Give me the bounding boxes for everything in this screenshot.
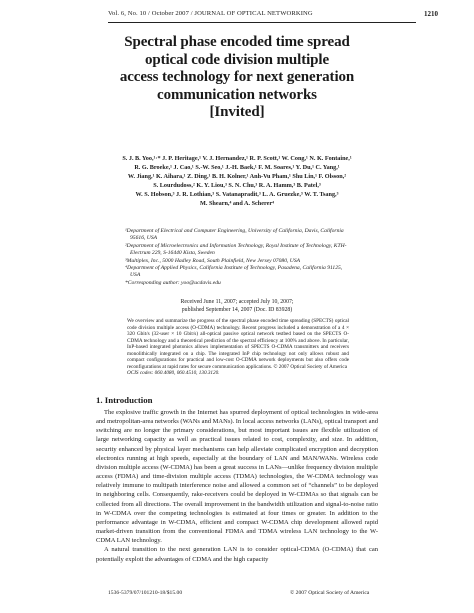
paragraph: The explosive traffic growth in the Internet has spurred deployment of optical technologies in wide-area and metropolitan-area networks (WANs and MANs). In local access networks (LANs), optical transport and switching are no longer the primary considerations, but most important issues are flexible utilization of large networking capacity as well as practical issues related to cost, complexity, and size. In addition, security enhanced by physical layer mechanisms can help alleviate complicated encryption and decryption electronics running at high speeds, especially at the boundary of LAN and MAN/WANs. Wireless code division multiple access (W-CDMA) has been a great success in LANs—unlike frequency division multiple access (FDMA) and time-division multiple access (TDMA) technologies, the W-CDMA technology was relatively immune to multipath interference noise and allowed a common set of “channels” to be deployed in neighboring cells. Consequently, rake-receivers could be deployed in W-CDMAs so that signals can be collected from all directions. The overall improvement in the bandwidth utilization and signal-to-noise ratio in W-CDMA over the competing technologies is estimated at four times or greater. In addition to the performance advantage in W-CDMA, efficient and compact W-CDMA chip development allowed rapid market-driven transition from the conventional FDMA and TDMA wireless LAN technology to the W-CDMA LAN technology.: [96, 409, 378, 545]
paper-title: [96, 34, 378, 122]
author-line: S. Lourdudoss,² K. Y. Liou,³ S. N. Chu,³ R. A. Hamm,³ B. Patel,³: [153, 181, 321, 189]
received-dates: [110, 299, 364, 314]
body-text: [96, 408, 378, 564]
header-rule: [108, 22, 416, 23]
affiliation: ³Multiplex, Inc., 5000 Hadley Road, South Plainfield, New Jersey 07080, USA: [125, 257, 301, 264]
affiliations: [125, 228, 351, 287]
author-line: W. Jiang,¹ K. Aihara,¹ Z. Ding,¹ B. H. Kolner,¹ Anh-Vu Pham,¹ Shu Lin,¹ F. Olsson,²: [127, 172, 347, 180]
author-line: M. Shearn,⁴ and A. Scherer⁴: [200, 199, 274, 207]
corresponding-author: *Corresponding author: yoo@ucdavis.edu: [125, 279, 221, 286]
title-line: optical code division multiple: [144, 51, 330, 68]
page-number: 1210: [424, 10, 438, 18]
section-heading: 1. Introduction: [96, 395, 153, 405]
running-head: Vol. 6, No. 10 / October 2007 / JOURNAL OF OPTICAL NETWORKING: [108, 10, 313, 17]
author-line: W. S. Hobson,³ J. R. Lothian,³ S. Vatanapradit,³ L. A. Gruezke,³ W. T. Tsang,³: [135, 190, 339, 198]
abstract: [127, 318, 349, 377]
title-line: Spectral phase encoded time spread: [124, 34, 350, 50]
received-line: Received June 11, 2007; accepted July 10, 2007;: [180, 299, 294, 305]
affiliation: ⁴Department of Applied Physics, California Institute of Technology, Pasadena, California 91125, USA: [125, 265, 343, 279]
paragraph: A natural transition to the next generation LAN is to consider optical-CDMA (O-CDMA) that can potentially exploit the advantages of CDMA and the high capacity: [96, 546, 378, 563]
published-line: published September 14, 2007 (Doc. ID 83928): [181, 306, 293, 313]
author-line: S. J. B. Yoo,¹·* J. P. Heritage,¹ V. J. Hernandez,¹ R. P. Scott,¹ W. Cong,¹ N. K. Fontaine,¹: [122, 155, 352, 162]
affiliation: ²Department of Microelectronics and Information Technology, Royal Institute of Technology, KTH-Electrum 229, S-16440 Kista, Sweden: [125, 242, 347, 257]
footer-code: 1536-5379/07/101210-18/$15.00: [108, 590, 183, 596]
author-line: R. G. Broeke,¹ J. Cao,¹ S.-W. Seo,¹ J.-H. Baek,¹ F. M. Soares,¹ Y. Du,¹ C. Yang,¹: [134, 163, 340, 171]
author-list: [103, 155, 371, 208]
title-line: access technology for next generation: [119, 69, 355, 85]
footer-copyright: © 2007 Optical Society of America: [290, 590, 370, 596]
ocis-codes: OCIS codes: 060.4080, 060.4510, 130.3120.: [127, 370, 220, 377]
affiliation: ¹Department of Electrical and Computer Engineering, University of California, Davis, California 95616, USA: [125, 228, 344, 242]
abstract-text: We overview and summarize the progress of the spectral phase encoded time spreading (SPECTS) optical code division multiple access (O-CDMA) technology. Recent progress included a demonstration of a 4 × 320 Gbit/s (32-user × 10 Gbit/s) all-optical passive optical network testbed based on the SPECTS O-CDMA technology and a theoretical prediction of the spectral efficiency at 100% and above. In particular, InP-based integrated photonics allows implementation of SPECTS O-CDMA transmitters and receivers monolithically integrated on a chip. The integrated InP chip technology not only allows robust and compact configurations for practical and low-cost O-CDMA network deployments but also offers code reconfigurations at rapid rates for secure communication applications. © 2007 Optical Society of America: [127, 318, 349, 370]
title-line: [Invited]: [209, 104, 265, 120]
title-line: communication networks: [157, 86, 317, 103]
